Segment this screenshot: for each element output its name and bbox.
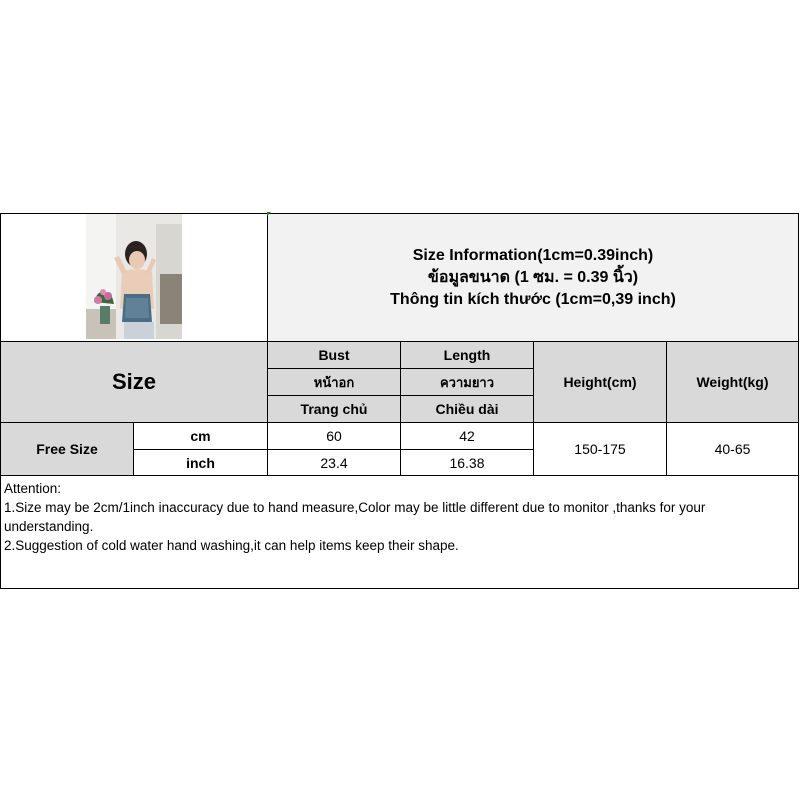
attention-note-1: 1.Size may be 2cm/1inch inaccuracy due to hand measure,Color may be little different due to monitor ,thanks for your understanding.: [4, 500, 706, 534]
length-header-th: ความยาว: [400, 368, 534, 396]
size-name-cell: Free Size: [0, 422, 134, 476]
cell-marker-icon: [267, 212, 271, 216]
weight-header: Weight(kg): [666, 341, 799, 423]
size-info-title: [267, 213, 799, 342]
unit-inch-cell: inch: [133, 449, 268, 476]
height-header: Height(cm): [533, 341, 667, 423]
model-photo: [86, 214, 182, 339]
size-chart: [0, 213, 799, 589]
length-header-vi: Chiều dài: [400, 395, 534, 423]
model-photo-image: [86, 214, 182, 339]
length-inch-value: 16.38: [400, 449, 534, 476]
bust-header-th: หน้าอก: [267, 368, 401, 396]
attention-note-2: 2.Suggestion of cold water hand washing,it can help items keep their shape.: [4, 538, 459, 553]
info-line-thai: ข้อมูลขนาด (1 ซม. = 0.39 นิ้ว): [427, 268, 639, 286]
size-header: Size: [0, 341, 268, 423]
bust-header-en: Bust: [267, 341, 401, 369]
info-line-vietnamese: Thông tin kích thước (1cm=0,39 inch): [390, 290, 676, 308]
attention-title: Attention:: [4, 481, 62, 496]
bust-header-vi: Trang chủ: [267, 395, 401, 423]
length-cm-value: 42: [400, 422, 534, 450]
unit-cm-cell: cm: [133, 422, 268, 450]
height-value: 150-175: [533, 422, 667, 476]
length-header-en: Length: [400, 341, 534, 369]
bust-cm-value: 60: [267, 422, 401, 450]
weight-value: 40-65: [666, 422, 799, 476]
info-line-english: Size Information(1cm=0.39inch): [412, 246, 654, 264]
attention-notes: [0, 475, 799, 589]
bust-inch-value: 23.4: [267, 449, 401, 476]
